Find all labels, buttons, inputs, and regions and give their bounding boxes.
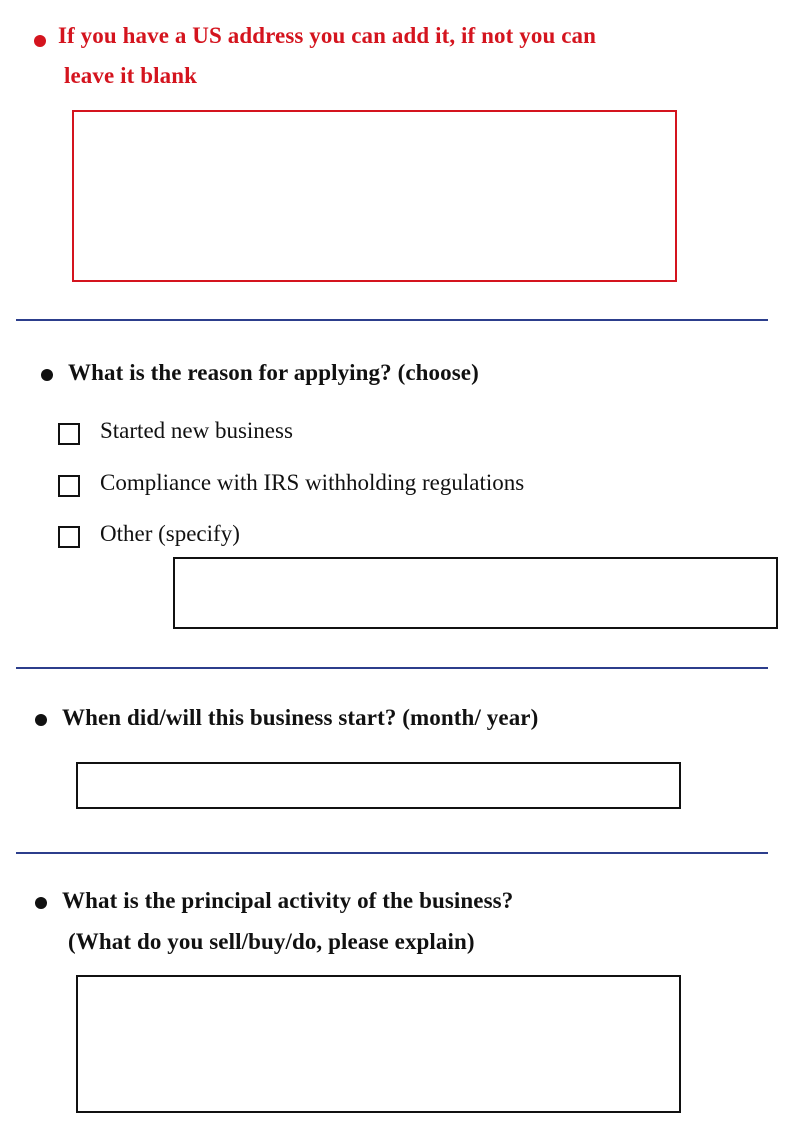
- bullet-icon: [34, 35, 46, 47]
- section-divider: [16, 667, 768, 669]
- option-irs-compliance: Compliance with IRS withholding regulations: [100, 470, 525, 495]
- bullet-icon: [41, 369, 53, 381]
- us-address-field[interactable]: [72, 110, 677, 282]
- checkbox-other[interactable]: [58, 526, 80, 548]
- us-address-question-continued: leave it blank: [64, 63, 198, 88]
- bullet-icon: [35, 897, 47, 909]
- other-specify-field[interactable]: [173, 557, 778, 629]
- reason-question: What is the reason for applying? (choose): [68, 360, 479, 385]
- activity-question: What is the principal activity of the business?: [62, 888, 514, 913]
- start-date-field[interactable]: [76, 762, 681, 809]
- activity-question-hint: (What do you sell/buy/do, please explain): [68, 929, 475, 954]
- us-address-question: If you have a US address you can add it, if not you can: [58, 23, 597, 48]
- section-divider: [16, 852, 768, 854]
- checkbox-started-new-business[interactable]: [58, 423, 80, 445]
- bullet-icon: [35, 714, 47, 726]
- checkbox-irs-compliance[interactable]: [58, 475, 80, 497]
- option-started-new-business: Started new business: [100, 418, 293, 443]
- section-divider: [16, 319, 768, 321]
- start-date-question: When did/will this business start? (month/ year): [62, 705, 539, 730]
- activity-field[interactable]: [76, 975, 681, 1113]
- option-other: Other (specify): [100, 521, 240, 546]
